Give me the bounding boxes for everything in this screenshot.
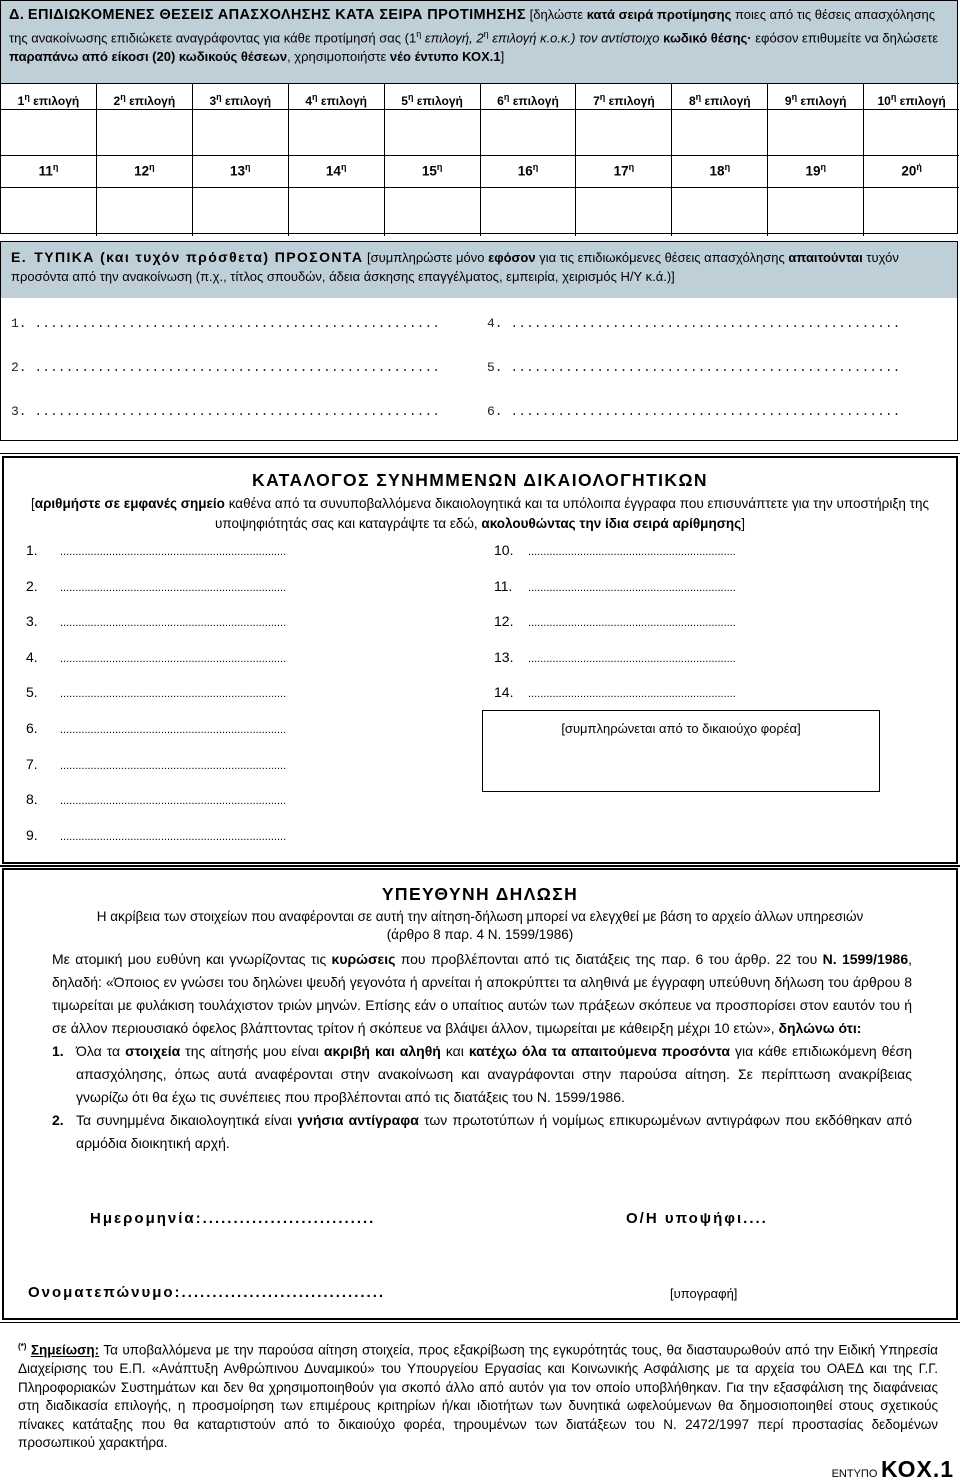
attachment-field-3[interactable] — [26, 613, 286, 629]
preference-input[interactable] — [576, 110, 672, 156]
section-e-header — [1, 242, 957, 298]
preference-number: 16 — [517, 163, 533, 179]
bold-text: κυρώσεις — [331, 951, 396, 967]
preference-input[interactable] — [97, 188, 193, 234]
preference-number: 4 — [305, 94, 313, 108]
attachment-dots: .......................................................................... — [60, 581, 287, 594]
preference-input[interactable] — [385, 110, 481, 156]
instr-italic: επιλογή κ.ο.κ.) τον αντίστοιχο — [492, 30, 660, 46]
attachment-number: 14. — [494, 684, 514, 701]
office-use-box — [482, 710, 880, 792]
attachment-field-14[interactable] — [494, 684, 736, 700]
preference-input[interactable] — [768, 188, 864, 234]
form-code-value: ΚΟΧ.1 — [881, 1456, 954, 1482]
attachment-dots: .................................................................... — [528, 617, 736, 630]
preference-input[interactable] — [193, 188, 289, 234]
note-bold: ακολουθώντας την ίδια σειρά αρίθμησης — [481, 516, 742, 531]
preference-input[interactable] — [289, 188, 385, 234]
section-e-title: ΤΥΠΙΚΑ (και τυχόν πρόσθετα) ΠΡΟΣΟΝΤΑ — [34, 249, 364, 265]
preference-input[interactable] — [576, 188, 672, 234]
preference-sup: η — [791, 92, 798, 102]
qualification-field-5[interactable]: 5. .................................................. — [487, 360, 901, 375]
section-e-letter: Ε. — [11, 249, 28, 265]
bold-text: ακριβή και αληθή — [323, 1043, 441, 1059]
text: Με ατομική μου ευθύνη και γνωρίζοντας τις — [52, 951, 327, 967]
applicant-label: Ο/Η υποψήφι.... — [626, 1210, 768, 1227]
preference-number: 13 — [230, 163, 246, 179]
declaration-body — [52, 948, 912, 1155]
preference-sup: η — [24, 92, 30, 102]
preference-input[interactable] — [672, 110, 768, 156]
qualification-field-2[interactable]: 2. .................................................... — [11, 360, 441, 375]
instr-bold: απαιτούνται — [788, 250, 863, 265]
footnote-label: Σημείωση: — [30, 1342, 100, 1358]
instr-italic: επιλογή, 2 — [424, 30, 484, 46]
qualification-field-1[interactable]: 1. .................................................... — [11, 316, 441, 331]
preference-input[interactable] — [97, 110, 193, 156]
attachment-field-4[interactable] — [26, 649, 286, 665]
bold-text: Ν. 1599/1986 — [822, 951, 909, 967]
preference-sup: η — [52, 162, 59, 172]
preference-sup: η — [724, 162, 731, 172]
preference-input-row-2 — [1, 187, 959, 234]
preference-sup: η — [245, 162, 251, 172]
preference-input[interactable] — [864, 188, 959, 234]
attachment-field-8[interactable] — [26, 791, 286, 807]
attachment-number: 6. — [26, 720, 38, 736]
preference-input[interactable] — [672, 188, 768, 234]
item-number: 1. — [52, 1043, 64, 1059]
form-code — [832, 1456, 954, 1483]
footnote-mark: (*) — [18, 1342, 27, 1351]
text: της αίτησής μου είναι — [185, 1043, 319, 1059]
preference-sup: η — [628, 162, 635, 172]
attachment-dots: .................................................................... — [528, 688, 736, 701]
attachment-number: 13. — [494, 648, 514, 665]
preference-number: 5 — [401, 94, 408, 108]
form-code-prefix: ΕΝΤΥΠΟ — [831, 1468, 878, 1480]
note-text: καθένα από τα συνυποβαλλόμενα δικαιολογητικά και τα υπόλοιπα έγγραφα που επισυνάπτετε για την υποστήριξη της υποψηφιότητάς σας και καταγράψτε τα εδώ, — [215, 496, 929, 531]
declaration-paragraph — [52, 948, 912, 1040]
instr-bold: κωδικό θέσης· — [663, 30, 752, 46]
section-d-preferences — [0, 0, 958, 234]
preference-number: 17 — [613, 163, 629, 179]
instr-text: ] — [500, 49, 505, 65]
preference-number: 20 — [901, 163, 917, 179]
attachment-number: 10. — [494, 542, 514, 558]
bold-text: στοιχεία — [125, 1043, 181, 1059]
declaration-items — [52, 1040, 912, 1155]
note-text: ] — [741, 516, 745, 531]
preference-word: επιλογή — [896, 94, 946, 108]
attachment-field-7[interactable] — [26, 756, 286, 772]
instr-sup: η — [483, 29, 489, 39]
preference-sup: η — [890, 92, 897, 102]
attachment-field-13[interactable] — [494, 649, 736, 665]
preference-sup: η — [120, 92, 126, 102]
preference-input-row-1 — [1, 109, 959, 156]
instr-text: εφόσον επιθυμείτε να δηλώσετε — [755, 30, 939, 46]
subtitle-line: Η ακρίβεια των στοιχείων που αναφέρονται σε αυτή την αίτηση-δήλωση μπορεί να ελεγχθεί με βάση το αρχείο άλλων υπηρεσιών — [96, 909, 864, 924]
instr-sup: η — [416, 29, 422, 39]
attachment-dots: .......................................................................... — [60, 724, 287, 736]
preference-input[interactable] — [289, 110, 385, 156]
subtitle-line: (άρθρο 8 παρ. 4 Ν. 1599/1986) — [386, 927, 574, 942]
preference-word: επιλογή — [221, 94, 272, 108]
preference-input[interactable] — [1, 188, 97, 234]
preference-number: 1 — [17, 94, 25, 108]
attachment-number: 11. — [494, 577, 513, 594]
signature-label: [υπογραφή] — [670, 1286, 738, 1301]
attachment-dots: .................................................................... — [528, 581, 736, 594]
preference-word: επιλογή — [29, 94, 80, 108]
attachment-field-9[interactable] — [26, 827, 286, 843]
attachments-note — [24, 494, 936, 534]
attachment-dots: .................................................................... — [528, 546, 736, 558]
attachment-number: 3. — [26, 613, 38, 630]
preference-input[interactable] — [193, 110, 289, 156]
preference-number: 10 — [877, 94, 891, 108]
item-number: 2. — [52, 1112, 64, 1128]
instr-bold: νέο έντυπο ΚΟΧ.1 — [389, 49, 501, 65]
section-d-title: ΕΠΙΔΙΩΚΟΜΕΝΕΣ ΘΕΣΕΙΣ ΑΠΑΣΧΟΛΗΣΗΣ ΚΑΤΑ ΣΕΙΡΑ ΠΡΟΤΙΜΗΣΗΣ — [27, 7, 526, 23]
footnote-text: Τα υποβαλλόμενα με την παρούσα αίτηση στοιχεία, προς εξακρίβωση της εγκυρότητάς τους, θα διασταυρωθούν από την Ειδική Υπηρεσία Διαχείρισης του Ε.Π. «Ανάπτυξη Ανθρώπινου Δυναμικού» του Υπουργείου Εργασίας και Κοινωνικής Ασφάλισης με τα αρχεία του ΟΑΕΔ και της Γ.Γ. Πληροφοριακών Συστημάτων και δεν θα χρησιμοποιηθούν για σκοπό άλλο από αυτόν για τον οποίο υποβλήθηκαν. Για την εξασφάλιση της διαφάνειας στη διαδικασία επιλογής, η προσμοίρηση των επιμέρους κριτηρίων ή/και ιδιοτήτων των δυνητικά ωφελούμενων θα δημοσιοποιηθεί στους σχετικούς πίνακες κατάταξης που θα καταρτιστούν από το δικαιούχο φορέα, τηρουμένων των διατάξεων του Ν. 2472/1997 περί προστασίας δεδομένων προσωπικού χαρακτήρα. — [18, 1342, 938, 1451]
bold-text: κατέχω όλα τα απαιτούμενα προσόντα — [468, 1043, 730, 1059]
attachment-dots: .......................................................................... — [60, 688, 287, 701]
section-d-header — [1, 1, 957, 83]
attachment-field-12[interactable] — [494, 613, 736, 629]
qualification-field-4[interactable]: 4. .................................................. — [487, 316, 901, 331]
preference-word: επιλογή — [797, 94, 847, 108]
preference-number: 12 — [134, 163, 150, 179]
declaration-title: ΥΠΕΥΘΥΝΗ ΔΗΛΩΣΗ — [381, 884, 579, 904]
footnote — [18, 1338, 938, 1453]
attachment-dots: .......................................................................... — [60, 795, 287, 808]
preference-number: 3 — [209, 94, 217, 108]
text: για κάθε επιδιωκόμενη θέση απασχόλησης, όπως αυτά αναφέρονται στην ανακοίνωση και αναγράφονται στην παρούσα αίτηση. Σε περίπτωση ανακρίβειας γνωρίζω ότι θα έχω τις συνέπειες που προβλέπονται από τις διατάξεις του Ν. 1599/1986. — [76, 1043, 913, 1105]
preference-word: επιλογή — [125, 94, 176, 108]
preference-sup: ή — [916, 162, 922, 172]
declaration-subtitle — [44, 908, 916, 944]
attachment-field-6[interactable] — [26, 720, 286, 736]
preference-input[interactable] — [481, 110, 577, 156]
text: και — [445, 1043, 464, 1059]
attachment-number: 9. — [26, 826, 38, 843]
instr-text: , χρησιμοποιήστε — [287, 49, 387, 65]
preference-sup: η — [436, 162, 443, 172]
preference-input[interactable] — [1, 110, 97, 156]
preference-number: 2 — [113, 94, 121, 108]
preference-word: επιλογή — [605, 94, 655, 108]
preference-number: 7 — [593, 94, 600, 108]
instr-text: για τις επιδιωκόμενες θέσεις απασχόλησης — [539, 250, 785, 265]
preference-number: 19 — [805, 163, 821, 179]
instr-bold: εφόσον — [488, 250, 536, 265]
preference-input[interactable] — [481, 188, 577, 234]
attachment-dots: .......................................................................... — [60, 546, 287, 558]
declaration-item-1 — [52, 1040, 912, 1109]
qualification-field-6[interactable]: 6. .................................................. — [487, 404, 901, 419]
preference-input[interactable] — [768, 110, 864, 156]
preference-sup: η — [340, 162, 347, 172]
preference-number: 14 — [325, 163, 341, 179]
attachment-number: 2. — [26, 577, 38, 594]
preference-number: 9 — [784, 94, 792, 108]
attachment-field-2[interactable] — [26, 578, 286, 594]
attachment-field-10[interactable] — [494, 542, 736, 558]
text: των πρωτοτύπων ή νομίμως επικυρωμένων αντιγράφων που εκδόθηκαν από αρμόδια διοικητική αρχή. — [76, 1112, 913, 1151]
preference-number: 11 — [38, 163, 53, 179]
instr-text: ποιες από τις θέσεις απασχόλησης της ανακοίνωσης επιδιώκετε αναγράφοντας για κάθε προτίμησή σας (1 — [9, 7, 935, 46]
attachment-field-5[interactable] — [26, 684, 286, 700]
preference-word: επιλογή — [509, 94, 559, 108]
attachment-number: 8. — [26, 791, 38, 808]
preference-number: 15 — [421, 163, 437, 179]
text: που προβλέπονται από τις διατάξεις της παρ. 6 του άρθρ. 22 του — [400, 951, 818, 967]
attachment-number: 4. — [26, 648, 38, 665]
preference-sup: η — [532, 162, 539, 172]
attachment-dots: .......................................................................... — [60, 830, 287, 843]
preference-sup: η — [149, 162, 155, 172]
note-bold: αριθμήστε σε εμφανές σημείο — [34, 496, 225, 511]
preference-word: επιλογή — [413, 94, 463, 108]
preference-sup: η — [503, 92, 510, 102]
section-d-letter: Δ. — [9, 7, 25, 23]
attachment-number: 12. — [494, 613, 514, 630]
responsible-declaration — [2, 868, 958, 1320]
preference-sup: η — [407, 92, 414, 102]
instr-text: τυχόν προσόντα από την ανακοίνωση (π.χ., τίτλος σπουδών, άδεια άσκησης επαγγέλματος, εμπειρία, χειρισμός Η/Υ κ.ά.)] — [11, 250, 899, 284]
attachment-dots: .................................................................... — [528, 652, 736, 665]
preference-sup: η — [312, 92, 318, 102]
preference-sup: η — [820, 162, 826, 172]
preference-number: 18 — [709, 163, 725, 179]
attachment-field-11[interactable] — [494, 578, 736, 594]
instr-text: [δηλώστε — [529, 7, 584, 22]
bold-text: δηλώνω ότι: — [778, 1020, 862, 1036]
attachments-title: ΚΑΤΑΛΟΓΟΣ ΣΥΝΗΜΜΕΝΩΝ ΔΙΚΑΙΟΛΟΓΗΤΙΚΩΝ — [252, 470, 708, 490]
preference-word: επιλογή — [701, 94, 751, 108]
attachment-field-1[interactable] — [26, 542, 286, 558]
preference-input[interactable] — [385, 188, 481, 234]
text: Όλα τα — [76, 1043, 121, 1059]
office-use-label: [συμπληρώνεται από το δικαιούχο φορέα] — [561, 721, 801, 736]
preference-sup: η — [695, 92, 702, 102]
qualification-field-3[interactable]: 3. .................................................... — [11, 404, 441, 419]
preference-sup: η — [216, 92, 222, 102]
attachment-dots: .......................................................................... — [60, 759, 287, 772]
attachment-number: 1. — [26, 542, 38, 558]
full-name-field[interactable]: Ονοματεπώνυμο:................................. — [28, 1284, 386, 1301]
instr-bold: παραπάνω από είκοσι (20) κωδικούς θέσεων — [9, 49, 288, 65]
attachment-number: 5. — [26, 684, 38, 701]
preference-input[interactable] — [864, 110, 959, 156]
attachment-dots: .......................................................................... — [60, 617, 287, 630]
text: Τα συνημμένα δικαιολογητικά είναι — [76, 1112, 293, 1128]
attachment-dots: .......................................................................... — [60, 652, 287, 665]
preference-sup: η — [599, 92, 606, 102]
attachment-number: 7. — [26, 755, 38, 772]
bold-text: γνήσια αντίγραφα — [297, 1112, 419, 1128]
instr-bold: κατά σειρά προτίμησης — [586, 7, 732, 22]
attachments-list — [2, 456, 958, 864]
preference-number: 6 — [497, 94, 504, 108]
date-field[interactable]: Ημερομηνία:............................ — [90, 1210, 376, 1227]
note-text: [ — [31, 496, 35, 511]
preference-number: 8 — [688, 94, 696, 108]
instr-text: [συμπληρώστε μόνο — [366, 250, 485, 265]
declaration-item-2 — [52, 1109, 912, 1155]
section-e-qualifications — [0, 241, 958, 441]
preference-word: επιλογή — [317, 94, 367, 108]
text: , δηλαδή: «Όποιος εν γνώσει του δηλώνει ψευδή γεγονότα ή αρνείται ή αποκρύπτει τα αληθινά με έγγραφη υπεύθυνη δήλωση του άρθρου 8 τιμωρείται με φυλάκιση τουλάχιστον τριών μηνών. Επίσης εάν ο υπαίτιος αυτών των πράξεων σκόπευε να προσπορίσει στον εαυτόν του ή σε άλλον περιουσιακό όφελος βλάπτοντας τρίτον ή σκόπευε να βλάψει άλλον, τιμωρείται με κάθειρξη μέχρι 10 ετών», — [52, 951, 913, 1036]
